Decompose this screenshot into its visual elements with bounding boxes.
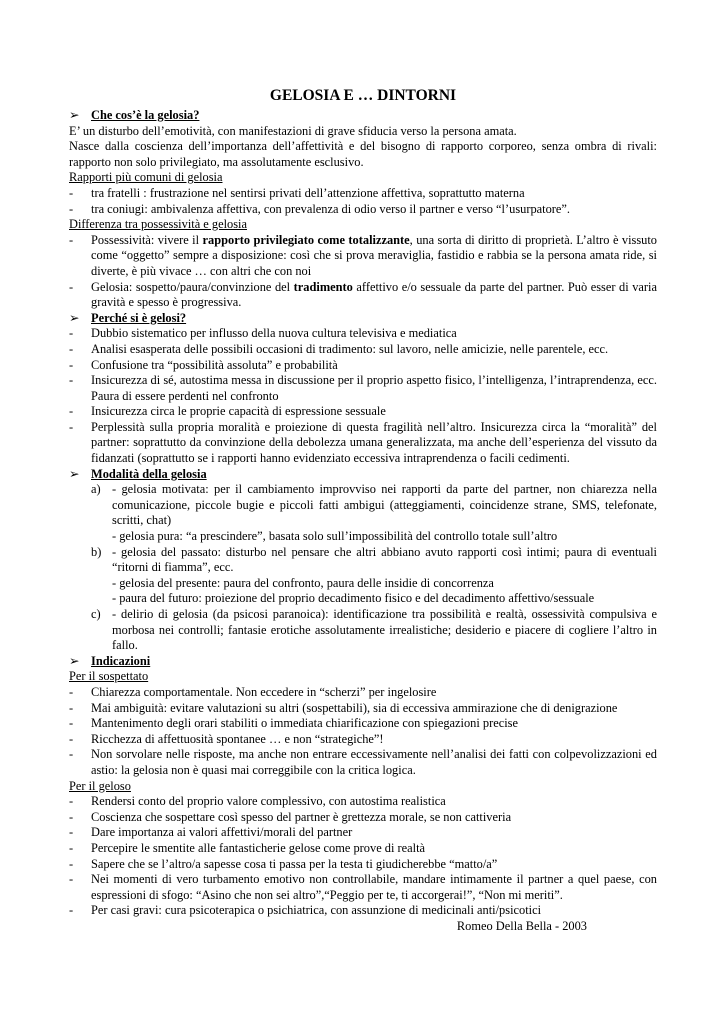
arrow-bullet-icon: ➢ xyxy=(69,310,80,325)
arrow-bullet-icon: ➢ xyxy=(69,466,80,481)
subheading-geloso: Per il geloso xyxy=(69,778,131,793)
list-item: - tra fratelli : frustrazione nel sentirsi privati dell’attenzione affettiva, soprattutto materna xyxy=(69,185,525,200)
list-item: - Dare importanza ai valori affettivi/morali del partner xyxy=(69,825,353,840)
list-item: - Non sorvolare nelle risposte, ma anche non entrare eccessivamente nell’analisi dei fatti con colpevolizzazioni ed astio: la gelosia non è quasi mai correggibile con la critica logica. xyxy=(69,747,657,777)
list-item: - Insicurezza circa le proprie capacità di espressione sessuale xyxy=(69,404,386,419)
paragraph: Nasce dalla coscienza dell’importanza dell’affettività e del bisogno di rapporto corporeo, senza ombra di rivali: rapporto non solo privilegiato, ma assolutamente esclusivo. xyxy=(69,139,657,169)
section-heading-why: ➢ Perché si è gelosi? xyxy=(69,310,187,325)
list-item: a) - gelosia motivata: per il cambiamento improvviso nei rapporti da parte del partner, non chiarezza nella comunicazione, piccole bugie e piccoli fatti ambigui (atteggiamenti, coincidenze strane, SMS, telefonate, scritti, chat) xyxy=(91,482,657,528)
list-item: - Analisi esasperata delle possibili occasioni di tradimento: sul lavoro, nelle amicizie, nelle parentele, ecc. xyxy=(69,341,609,356)
arrow-bullet-icon: ➢ xyxy=(69,653,80,668)
subheading-rapporti: Rapporti più comuni di gelosia xyxy=(69,170,223,185)
signature: Romeo Della Bella - 2003 xyxy=(456,918,587,933)
list-item: c) - delirio di gelosia (da psicosi paranoica): identificazione tra possibilità e realtà, ossessività compulsiva e morbosa nei controlli; fantasie erotiche assolutamente irrealistiche; desiderio e piacere di cogliere l’altro in fallo. xyxy=(91,607,657,653)
subheading-sospettato: Per il sospettato xyxy=(69,669,149,684)
list-subitem: - gelosia pura: “a prescindere”, basata solo sull’impossibilità del controllo totale sull’altro xyxy=(112,529,558,544)
list-item: - Sapere che se l’altro/a sapesse cosa ti passa per la testa ti giudicherebbe “matto/a” xyxy=(69,856,498,871)
arrow-bullet-icon: ➢ xyxy=(69,108,80,122)
list-item: - Ricchezza di affettuosità spontanee … e non “strategiche”! xyxy=(69,731,384,746)
list-item: - tra coniugi: ambivalenza affettiva, con prevalenza di odio verso il partner e verso “l’usurpatore”. xyxy=(69,201,571,216)
list-item: - Percepire le smentite alle fantasticherie gelose come prove di realtà xyxy=(69,840,426,855)
list-item: - Chiarezza comportamentale. Non eccedere in “scherzi” per ingelosire xyxy=(69,684,437,699)
list-item: - Confusione tra “possibilità assoluta” e probabilità xyxy=(69,357,338,372)
list-item: - Perplessità sulla propria moralità e proiezione di questa fragilità nell’altro. Insicurezza circa la “moralità” del partner: soprattutto da convinzione della debolezza umana generalizzata, ma anche dell’esperienza del vissuto da fidanzati (soprattutto se i rapporti hanno evidenziato eccessiva intraprendenza o facili cedimenti. xyxy=(69,419,657,466)
list-item: - Mantenimento degli orari stabiliti o immediata chiarificazione con spiegazioni precise xyxy=(69,716,518,731)
list-item: - Nei momenti di vero turbamento emotivo non controllabile, mandare intimamente il partner a quel paese, con espressioni di sfogo: “Asino che non sei altro”,“Peggio per te, ti accorgerai!”, “Non mi meriti”. xyxy=(69,872,657,902)
section-heading-what: ➢ Che cos’è la gelosia? xyxy=(69,108,200,122)
paragraph: E’ un disturbo dell’emotività, con manifestazioni di grave sfiducia verso la persona amata. xyxy=(69,123,517,138)
list-item: - Insicurezza di sé, autostima messa in discussione per il proprio aspetto fisico, l’intelligenza, l’intraprendenza, ecc. Paura di essere perdenti nel confronto xyxy=(69,373,657,403)
subheading-differenza: Differenza tra possessività e gelosia xyxy=(69,217,247,232)
list-item: - Coscienza che sospettare così spesso del partner è grettezza morale, se non cattiveria xyxy=(69,809,512,824)
list-item: - Mai ambiguità: evitare valutazioni su altri (sospettabili), sia di eccessiva ammirazione che di denigrazione xyxy=(69,700,618,715)
list-item: - Dubbio sistematico per influsso della nuova cultura televisiva e mediatica xyxy=(69,326,457,341)
section-heading-modalita: ➢ Modalità della gelosia xyxy=(69,466,207,481)
list-item: - Gelosia: sospetto/paura/convinzione del tradimento affettivo e/o sessuale da parte del partner. Può esser di varia gravità e spesso è progressiva. xyxy=(69,279,658,310)
list-subitem: - paura del futuro: proiezione del proprio decadimento fisico e del decadimento affettivo/sessuale xyxy=(112,591,595,606)
document-title: GELOSIA E … DINTORNI xyxy=(269,87,457,104)
list-item: b) - gelosia del passato: disturbo nel pensare che altri abbiano avuto rapporti così intimi; paura di eventuali “ritorni di fiamma”, ecc. xyxy=(91,544,657,575)
list-item: - Rendersi conto del proprio valore complessivo, con autostima realistica xyxy=(69,794,446,809)
list-item: - Possessività: vivere il rapporto privilegiato come totalizzante, una sorta di diritto di proprietà. L’altro è vissuto come “oggetto” sempre a disposizione: così che si prova meraviglia, fastidio e rabbia se la persona amata ride, si diverte, è più vivace … con altri che con noi xyxy=(69,232,657,278)
section-heading-indicazioni: ➢ Indicazioni xyxy=(69,653,151,668)
document-page xyxy=(69,86,657,934)
list-subitem: - gelosia del presente: paura del confronto, paura delle insidie di concorrenza xyxy=(112,575,494,590)
list-item: - Per casi gravi: cura psicoterapica o psichiatrica, con assunzione di medicinali anti/psicotici xyxy=(69,903,542,918)
